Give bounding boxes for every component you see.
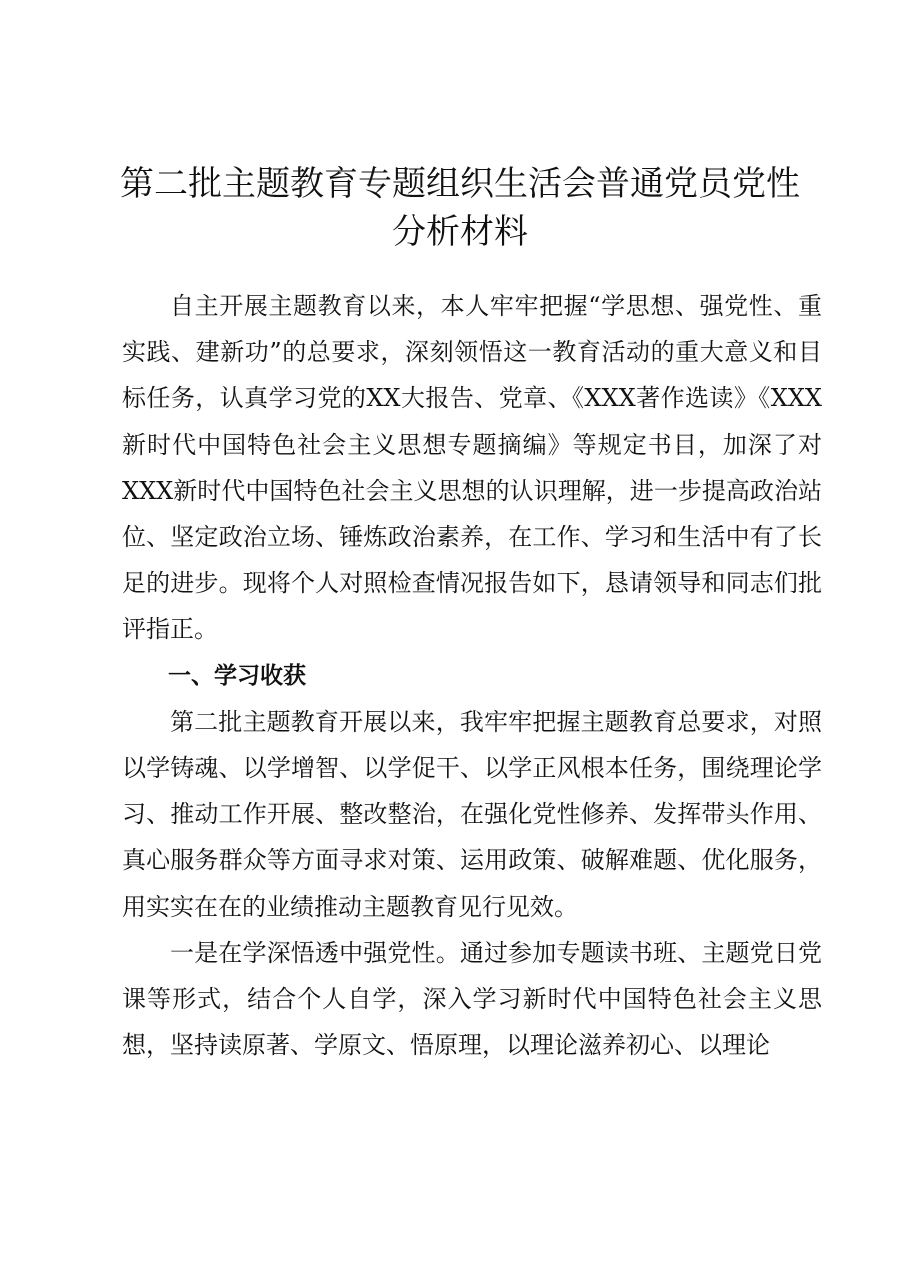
section-heading-learning-gains: 一、学习收获 — [168, 662, 306, 689]
intro-paragraph: 自主开展主题教育以来，本人牢牢把握“学思想、强党性、重实践、建新功”的总要求，深刻领悟这一教育活动的重大意义和目标任务，认真学习党的XX大报告、党章、《XXX著作选读》《XXX新时代中国特色社会主义思想专题摘编》等规定书目，加深了对XXX新时代中国特色社会主义思想的认识理解，进一步提高政治站位、坚定政治立场、锤炼政治素养，在工作、学习和生活中有了长足的进步。现将个人对照检查情况报告如下，恳请领导和同志们批评指正。 — [122, 292, 822, 644]
document-title: 第二批主题教育专题组织生活会普通党员党性分析材料 — [120, 164, 800, 252]
learning-gains-paragraph: 第二批主题教育开展以来，我牢牢把握主题教育总要求，对照以学铸魂、以学增智、以学促干、以学正风根本任务，围绕理论学习、推动工作开展、整改整治，在强化党性修养、发挥带头作用、真心服务群众等方面寻求对策、运用政策、破解难题、优化服务，用实实在在的业绩推动主题教育见行见效。 — [122, 707, 822, 921]
party-spirit-paragraph: 一是在学深悟透中强党性。通过参加专题读书班、主题党日党课等形式，结合个人自学，深入学习新时代中国特色社会主义思想，坚持读原著、学原文、悟原理，以理论滋养初心、以理论 — [122, 938, 822, 1060]
document-body — [122, 283, 822, 1068]
